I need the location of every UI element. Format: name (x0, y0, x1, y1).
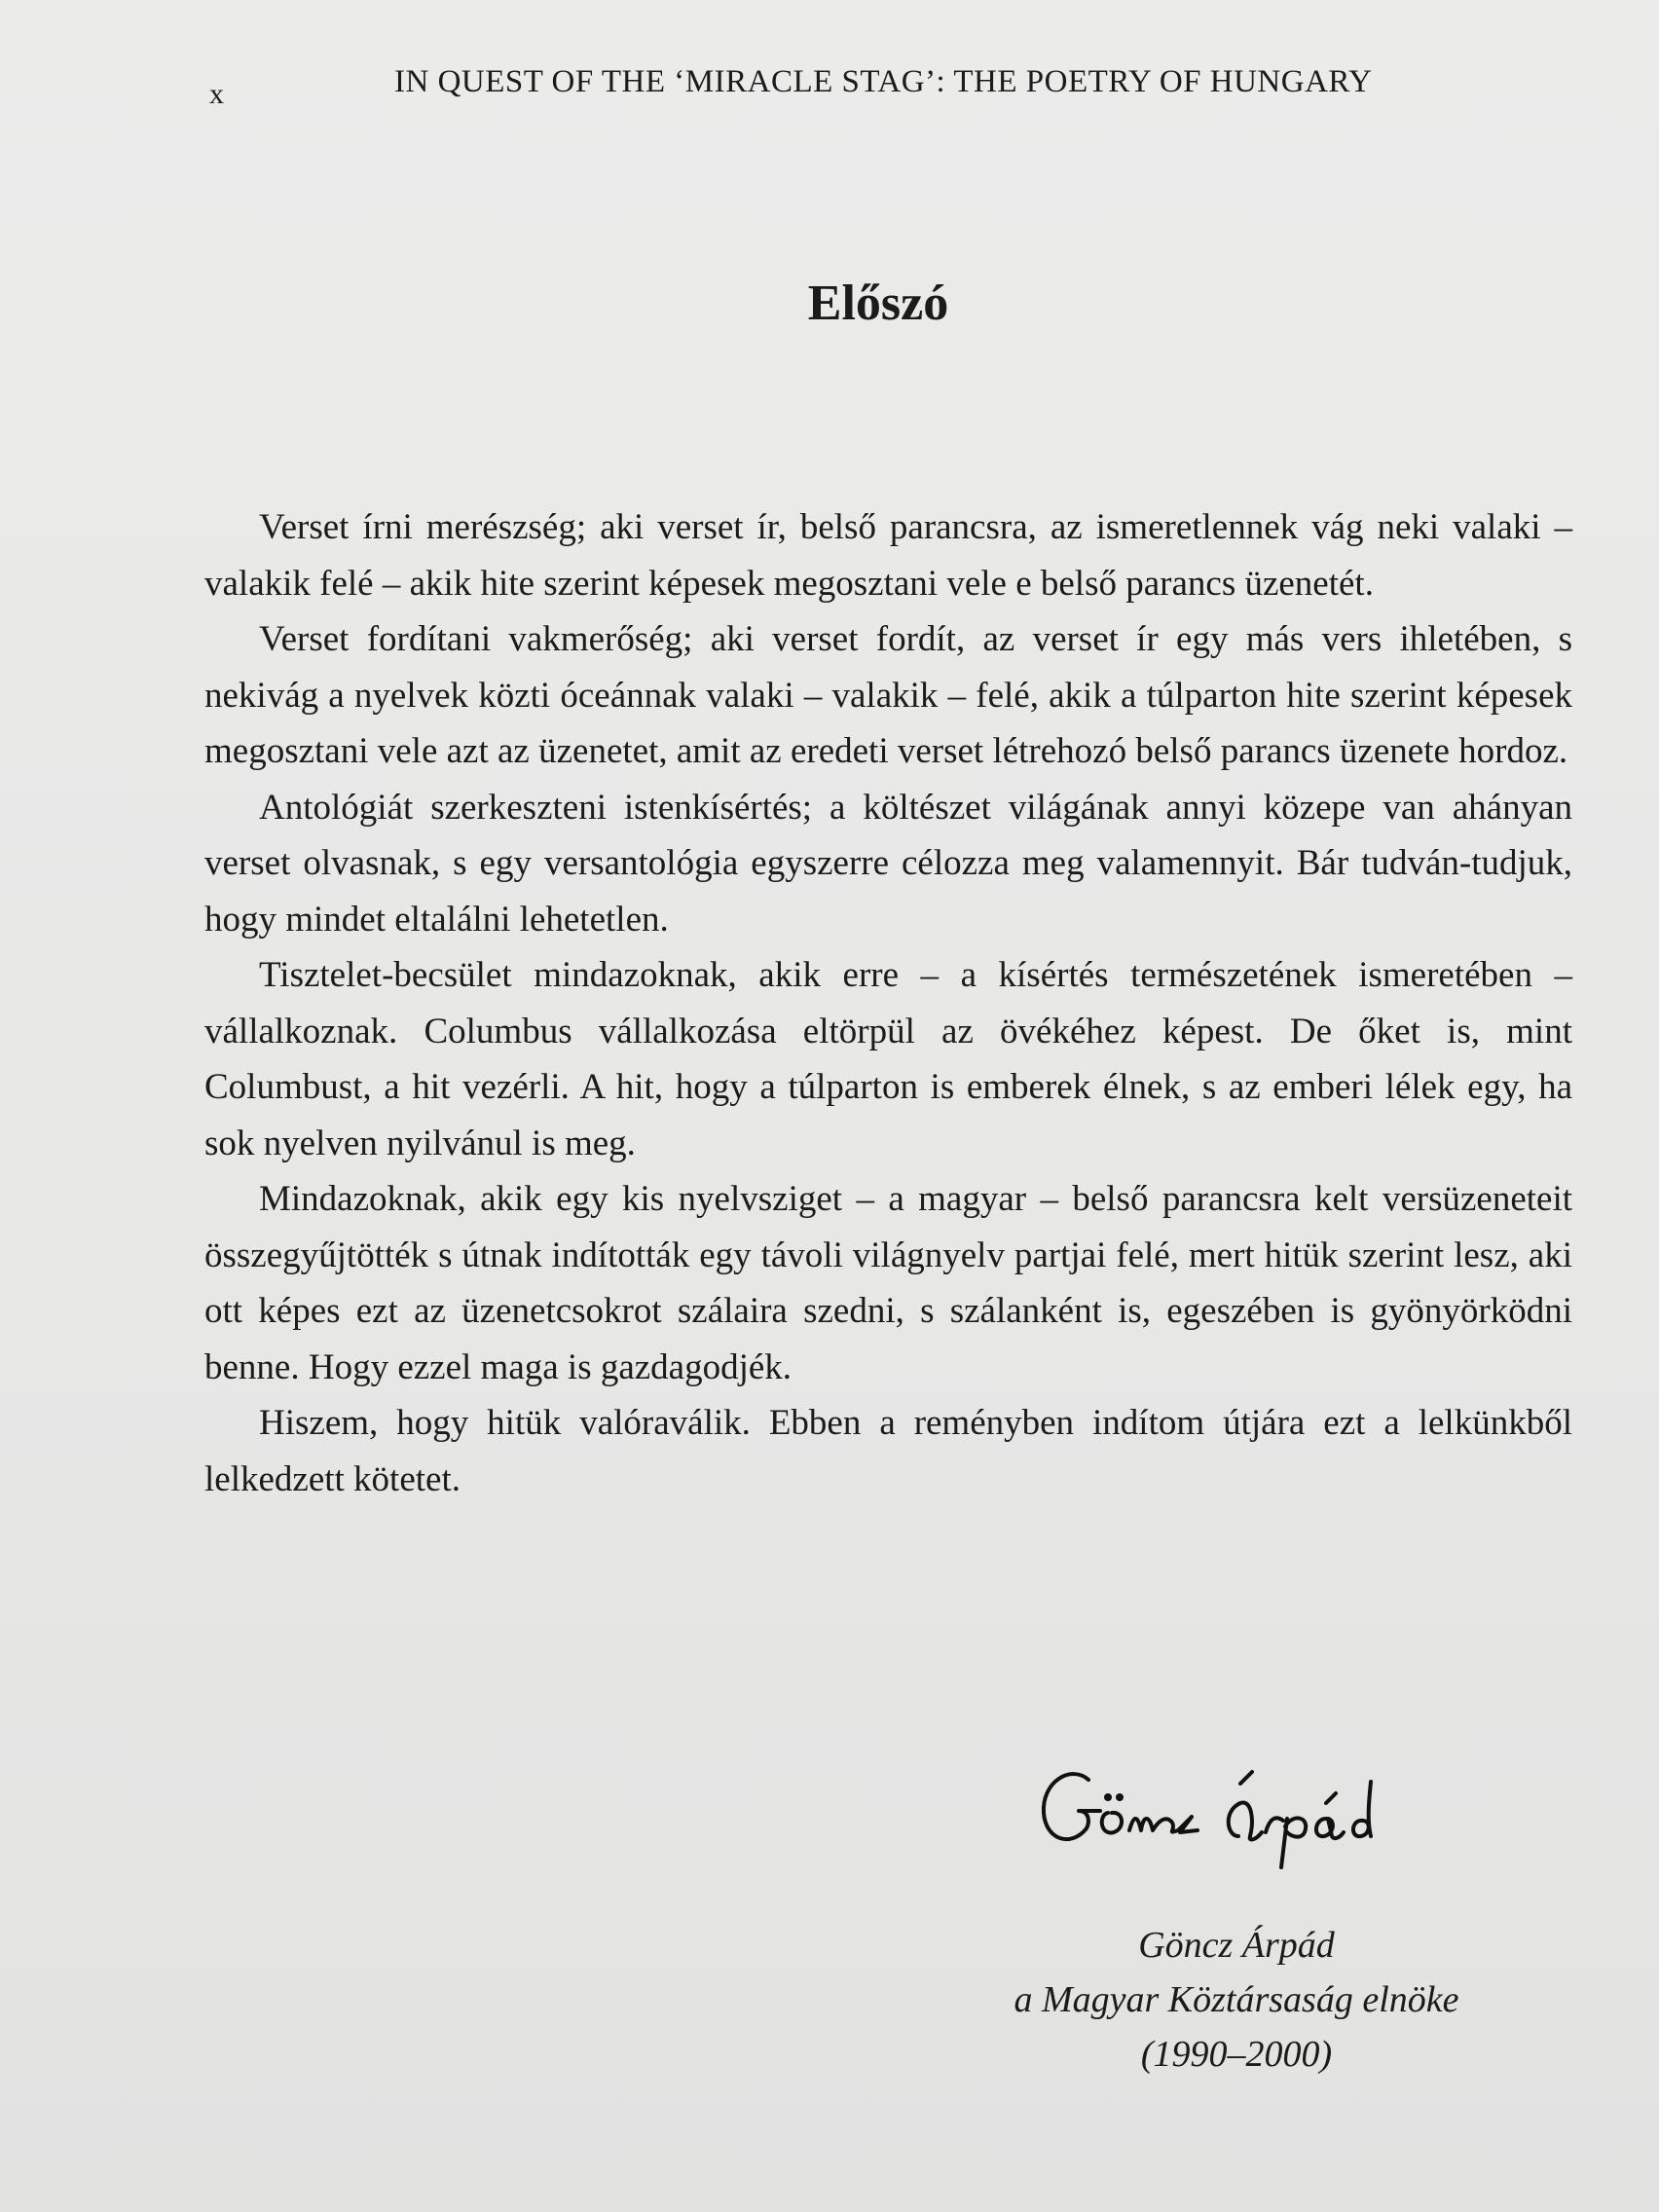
running-head-title: IN QUEST OF THE ‘MIRACLE STAG’: THE POETRY OF HUNGARY (394, 64, 1373, 99)
paragraph: Verset fordítani vakmerőség; aki verset fordít, az verset ír egy más vers ihletében, s nekivág a nyelvek közti óceánnak valaki – valakik – felé, akik a túlparton hite szerint képesek megosztani vele azt az üzenetet, amit az eredeti verset létrehozó belső parancs üzenete hordoz. (204, 619, 1572, 771)
page-number: x (209, 78, 225, 110)
author-name: Göncz Árpád (1138, 1925, 1335, 1966)
author-title: a Magyar Köztársaság elnöke (1014, 1979, 1459, 2020)
running-head (0, 64, 1659, 113)
author-years: (1990–2000) (1140, 2034, 1333, 2075)
paragraph: Mindazoknak, akik egy kis nyelvsziget – a magyar – belső parancsra kelt versüzeneteit összegyűjtötték s útnak indították egy távoli világnyelv partjai felé, mert hitük szerint lesz, aki ott képes ezt az üzenetcsokrot szálaira szedni, s szálanként is, egeszében is gyönyörködni benne. Hogy ezzel maga is gazdagodjék. (204, 1179, 1572, 1387)
paragraph: Hiszem, hogy hitük valóraválik. Ebben a reményben indítom útjára ezt a lelkünkből lelkedzett kötetet. (204, 1403, 1572, 1499)
foreword-body (204, 499, 1572, 1507)
paragraph: Tisztelet-becsület mindazoknak, akik erre – a kísértés természetének ismeretében – vállalkoznak. Columbus vállalkozása eltörpül az övékéhez képest. De őket is, mint Columbust, a hit vezérli. A hit, hogy a túlparton is emberek élnek, s az emberi lélek egy, ha sok nyelven nyilvánul is meg. (204, 955, 1572, 1163)
paragraph: Verset írni merészség; aki verset ír, belső parancsra, az ismeretlennek vág neki valaki – valakik felé – akik hite szerint képesek megosztani vele e belső parancs üzenetét. (204, 507, 1572, 604)
chapter-title: Előszó (807, 276, 949, 331)
signature-block (974, 1918, 1499, 2082)
paragraph: Antológiát szerkeszteni istenkísértés; a költészet világának annyi közepe van ahányan verset olvasnak, s egy versantológia egyszerre célozza meg valamennyit. Bár tudván-tudjuk, hogy mindet eltalálni lehetetlen. (204, 787, 1572, 940)
signature-image (1032, 1743, 1460, 1879)
handwritten-signature (1032, 1743, 1460, 1879)
